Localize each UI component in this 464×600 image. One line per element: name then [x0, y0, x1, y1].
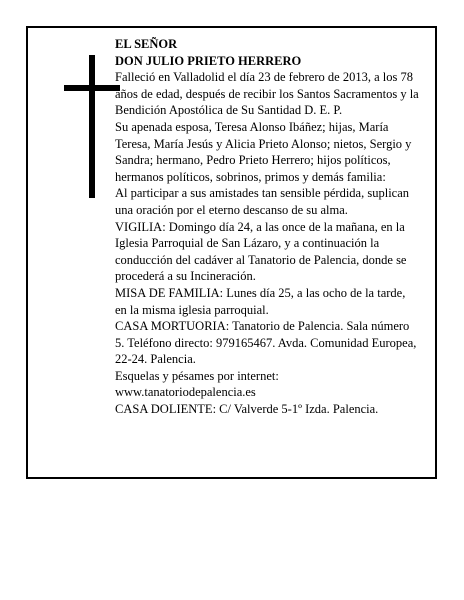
vigil-info: VIGILIA: Domingo día 24, a las once de la mañana, en la Iglesia Parroquial de San Lázaro, y a continuación la conducción del cadáver al Tanatorio de Palencia, donde se procederá a su Incineración.	[115, 219, 407, 284]
cross-vertical-bar	[89, 55, 95, 198]
family-mass-info: MISA DE FAMILIA: Lunes día 25, a las ocho de la tarde, en la misma iglesia parroquial.	[115, 285, 406, 317]
notice-text	[115, 36, 420, 418]
deceased-name: DON JULIO PRIETO HERRERO	[115, 53, 302, 68]
cross-horizontal-bar	[64, 85, 120, 91]
online-condolences-info: Esquelas y pésames por internet: www.tanatoriodepalencia.es	[115, 368, 279, 400]
prayer-request: Al participar a sus amistades tan sensible pérdida, suplican una oración por el eterno descanso de su alma.	[115, 186, 410, 217]
family-list: Su apenada esposa, Teresa Alonso Ibáñez; hijas, María Teresa, María Jesús y Alicia Prieto Alonso; nietos, Sergio y Sandra; hermano, Pedro Prieto Herrero; hijos políticos, hermanos políticos, sobrinos, primos y demás familia:	[115, 119, 412, 184]
death-announcement: Falleció en Valladolid el día 23 de febrero de 2013, a los 78 años de edad, después de recibir los Santos Sacramentos y la Bendición Apostólica de Su Santidad D. E. P.	[115, 70, 419, 118]
mourning-house-info: CASA DOLIENTE: C/ Valverde 5-1º Izda. Palencia.	[115, 402, 379, 417]
obituary-notice	[26, 26, 437, 479]
funeral-home-info: CASA MORTUORIA: Tanatorio de Palencia. Sala número 5. Teléfono directo: 979165467. Avda. Comunidad Europea, 22-24. Palencia.	[115, 319, 417, 367]
latin-cross-icon	[64, 55, 120, 198]
deceased-title: EL SEÑOR	[115, 37, 178, 51]
